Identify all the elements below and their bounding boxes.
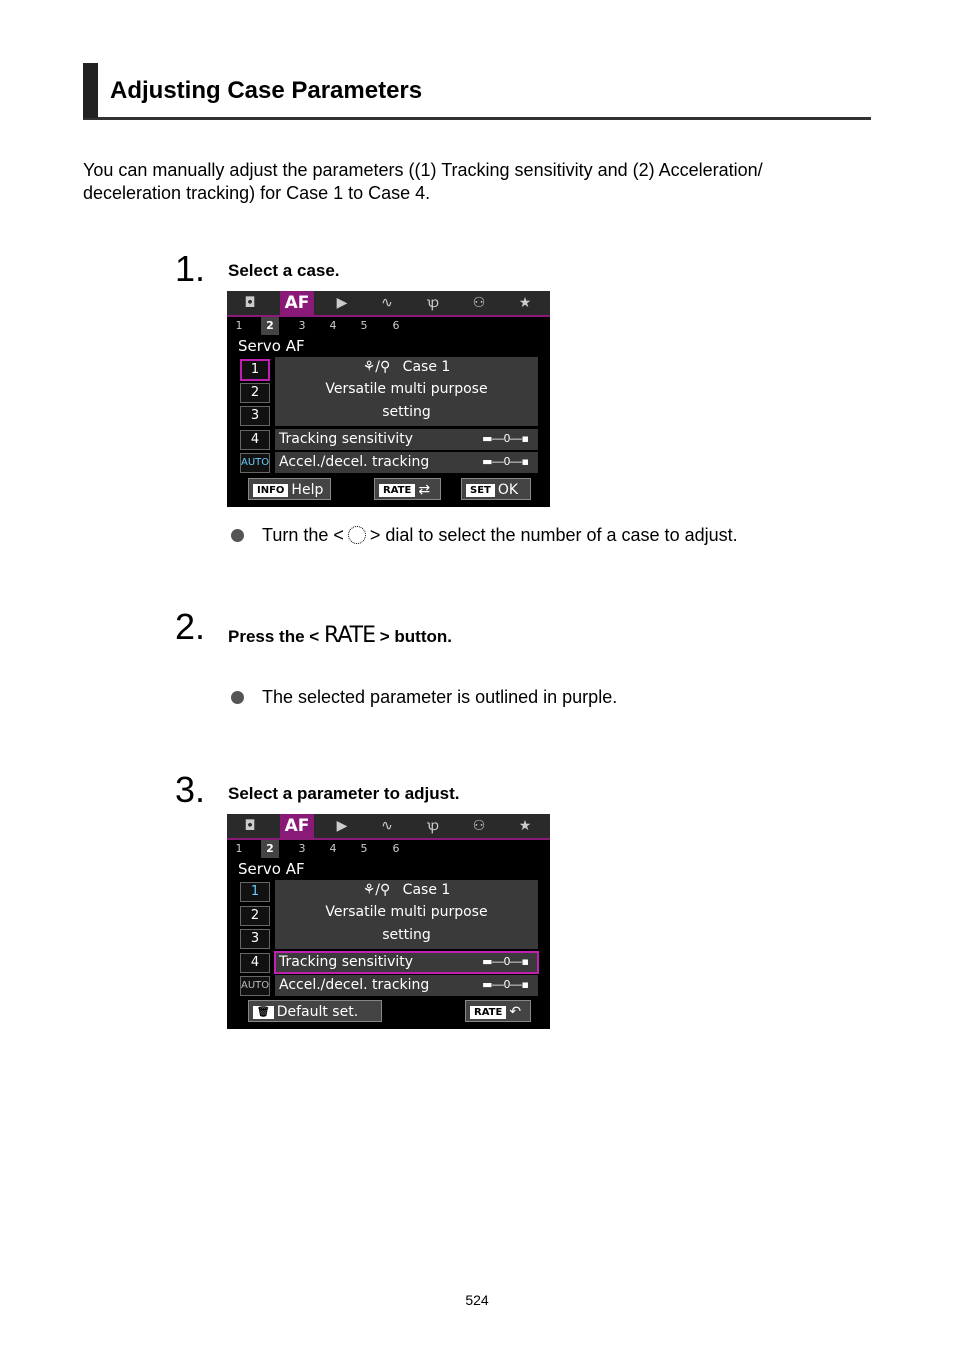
menu-tabs — [227, 291, 550, 317]
camera-screen-2 — [227, 814, 550, 1029]
tracking-sensitivity-scale: ▬‒‒0‒‒▪ — [482, 955, 528, 968]
case-description-1: Versatile multi purpose — [325, 904, 488, 920]
bullet-text-before: Turn the < — [262, 525, 344, 545]
accel-decel-row[interactable] — [275, 452, 538, 473]
custom-tab-icon[interactable]: ⚇ — [472, 295, 486, 311]
subtabs — [227, 840, 550, 858]
accel-decel-scale: ▬‒‒0‒‒▪ — [482, 455, 528, 468]
step-3-number: 3. — [175, 769, 206, 810]
case-4-button[interactable]: 4 — [240, 430, 270, 450]
subtab-5[interactable]: 5 — [360, 842, 368, 855]
case-description-panel — [275, 880, 538, 949]
subtab-3[interactable]: 3 — [298, 319, 306, 332]
case-auto-button[interactable]: AUTO — [240, 453, 270, 473]
tracking-sensitivity-row[interactable] — [275, 429, 538, 450]
help-label: Help — [291, 482, 324, 498]
subtab-6[interactable]: 6 — [392, 319, 400, 332]
camera-screen-1 — [227, 291, 550, 507]
tracking-sensitivity-label: Tracking sensitivity — [279, 431, 414, 447]
subtab-3[interactable]: 3 — [298, 842, 306, 855]
subtab-2[interactable]: 2 — [261, 840, 279, 858]
subject-type-icon: ⚘/⚲ — [362, 882, 391, 898]
setup-tab-icon[interactable]: ꝕ — [426, 295, 440, 311]
info-help-button[interactable] — [248, 478, 331, 500]
rate-button-icon: RATE — [323, 623, 376, 648]
case-name: Case 1 — [402, 882, 451, 898]
bullet-dot — [231, 529, 244, 542]
subtab-1[interactable]: 1 — [235, 319, 243, 332]
af-tab[interactable]: AF — [280, 814, 314, 838]
subtabs — [227, 317, 550, 335]
accel-decel-label: Accel./decel. tracking — [279, 977, 430, 993]
case-name: Case 1 — [402, 359, 451, 375]
default-set-button[interactable] — [248, 1000, 382, 1022]
case-2-button[interactable]: 2 — [240, 383, 270, 403]
section-title: Adjusting Case Parameters — [110, 77, 423, 104]
rate-button[interactable] — [374, 478, 441, 500]
subtab-5[interactable]: 5 — [360, 319, 368, 332]
accel-decel-label: Accel./decel. tracking — [279, 454, 430, 470]
step-2-bullet: The selected parameter is outlined in purple. — [262, 687, 618, 707]
case-description-2: setting — [382, 404, 431, 420]
case-description-2: setting — [382, 927, 431, 943]
section-heading — [83, 63, 871, 120]
shooting-tab-icon[interactable]: ◘ — [244, 295, 256, 311]
set-ok-button[interactable] — [461, 478, 531, 500]
case-auto-button[interactable]: AUTO — [240, 976, 270, 996]
subtab-4[interactable]: 4 — [329, 842, 337, 855]
step-1-bullet — [262, 525, 738, 546]
servo-af-title: Servo AF — [238, 337, 305, 355]
servo-af-title: Servo AF — [238, 860, 305, 878]
accel-decel-scale: ▬‒‒0‒‒▪ — [482, 978, 528, 991]
back-icon: ↶ — [509, 1004, 522, 1020]
ok-label: OK — [497, 482, 519, 498]
info-tag: INFO — [253, 484, 288, 497]
rate-tag: RATE — [379, 484, 415, 497]
subject-type-icon: ⚘/⚲ — [362, 359, 391, 375]
dial-icon — [348, 526, 366, 544]
case-description-panel — [275, 357, 538, 426]
bullet-text-after: > dial to select the number of a case to adjust. — [369, 525, 738, 545]
case-1-button[interactable]: 1 — [240, 359, 270, 381]
step-2-title-before: Press the < — [228, 627, 320, 646]
bullet-dot — [231, 691, 244, 704]
step-2-title-after: > button. — [379, 627, 452, 646]
case-3-button[interactable]: 3 — [240, 929, 270, 949]
mymenu-tab-icon[interactable]: ★ — [518, 295, 532, 311]
subtab-2[interactable]: 2 — [261, 317, 279, 335]
step-2-title — [228, 623, 452, 648]
page-number: 524 — [465, 1292, 489, 1308]
af-tab[interactable]: AF — [280, 291, 314, 315]
tracking-sensitivity-label: Tracking sensitivity — [279, 954, 414, 970]
tracking-sensitivity-row[interactable] — [275, 952, 538, 973]
step-3-title: Select a parameter to adjust. — [228, 784, 460, 803]
custom-tab-icon[interactable]: ⚇ — [472, 818, 486, 834]
subtab-6[interactable]: 6 — [392, 842, 400, 855]
wireless-tab-icon[interactable]: ∿ — [381, 295, 393, 311]
heading-bar — [83, 63, 98, 118]
step-2-number: 2. — [175, 606, 206, 647]
subtab-4[interactable]: 4 — [329, 319, 337, 332]
playback-tab-icon[interactable]: ▶ — [336, 295, 348, 311]
case-2-button[interactable]: 2 — [240, 906, 270, 926]
tracking-sensitivity-scale: ▬‒‒0‒‒▪ — [482, 432, 528, 445]
step-1-title: Select a case. — [228, 261, 340, 280]
case-1-button[interactable]: 1 — [240, 882, 270, 902]
menu-tabs — [227, 814, 550, 840]
trash-icon: 🗑 — [253, 1006, 274, 1019]
wireless-tab-icon[interactable]: ∿ — [381, 818, 393, 834]
setup-tab-icon[interactable]: ꝕ — [426, 818, 440, 834]
playback-tab-icon[interactable]: ▶ — [336, 818, 348, 834]
default-set-label: Default set. — [276, 1004, 359, 1020]
mymenu-tab-icon[interactable]: ★ — [518, 818, 532, 834]
step-1-number: 1. — [175, 248, 206, 289]
subtab-1[interactable]: 1 — [235, 842, 243, 855]
accel-decel-row[interactable] — [275, 975, 538, 996]
set-tag: SET — [466, 484, 495, 497]
swap-icon: ⇄ — [418, 482, 431, 498]
case-4-button[interactable]: 4 — [240, 953, 270, 973]
shooting-tab-icon[interactable]: ◘ — [244, 818, 256, 834]
rate-tag: RATE — [470, 1006, 506, 1019]
case-description-1: Versatile multi purpose — [325, 381, 488, 397]
rate-back-button[interactable] — [465, 1000, 531, 1022]
intro-text: You can manually adjust the parameters ((1) Tracking sensitivity and (2) Acceleration/ deceleration tracking) for Case 1 to Case 4. — [83, 160, 763, 203]
case-3-button[interactable]: 3 — [240, 406, 270, 426]
